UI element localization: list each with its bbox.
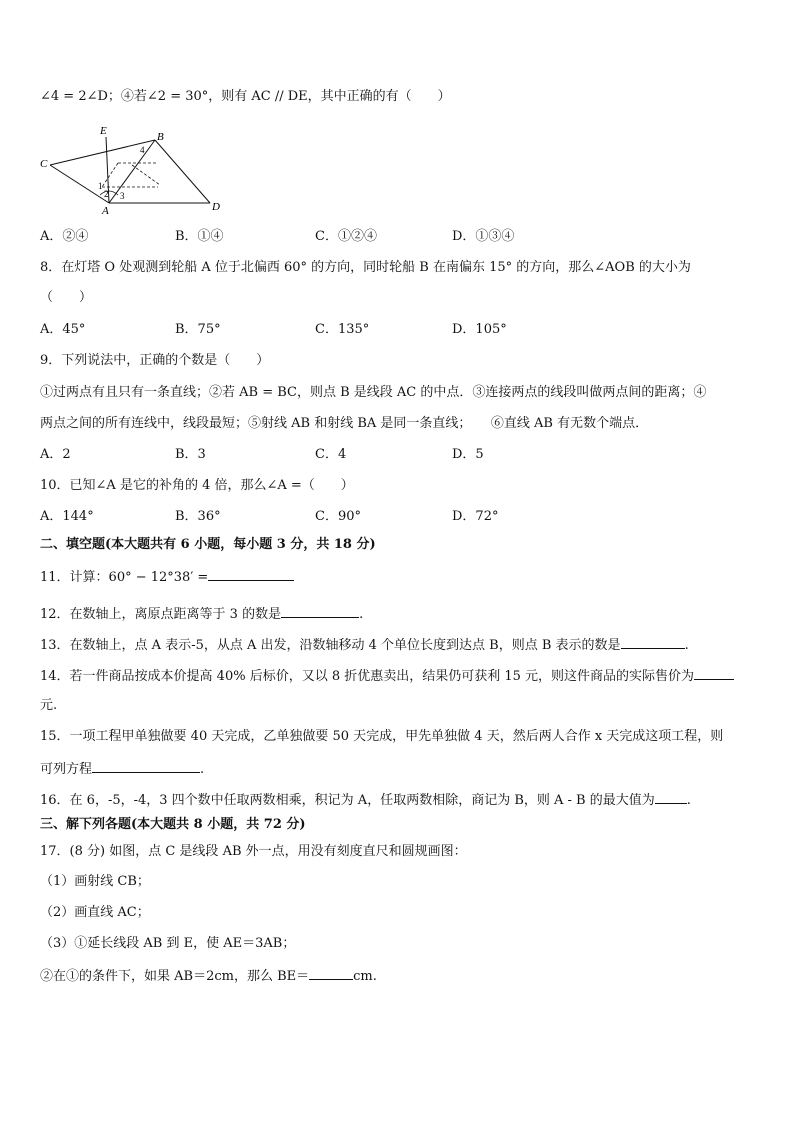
section-3-heading: 三、解下列各题(本大题共 8 小题，共 72 分)	[40, 817, 306, 832]
q14-text: 14．若一件商品按成本价提高 40% 后标价，又以 8 折优惠卖出，结果仍可获利 15 元，则这件商品的实际售价为	[40, 669, 695, 684]
q12-answer-blank[interactable]	[281, 604, 359, 618]
q17-part-1: （1）画射线 CB；	[40, 874, 150, 889]
q10-option-d[interactable]: D．72°	[452, 509, 499, 524]
q9-option-c[interactable]: C．4	[315, 447, 347, 462]
q8-option-c[interactable]: C．135°	[315, 322, 370, 337]
q8-paren: （ ）	[40, 290, 93, 305]
q16-end: .	[686, 793, 691, 808]
q7-option-b[interactable]: B．①④	[175, 229, 224, 244]
q13-answer-blank[interactable]	[621, 635, 685, 649]
q13-text: 13．在数轴上，点 A 表示-5，从点 A 出发，沿数轴移动 4 个单位长度到达点 B，则点 B 表示的数是	[40, 638, 621, 653]
q7-option-d[interactable]: D．①③④	[452, 229, 515, 244]
q8-option-a[interactable]: A．45°	[40, 322, 86, 337]
fig-label-C: C	[40, 158, 48, 170]
q10-stem: 10．已知∠A 是它的补角的 4 倍，那么∠A =（ ）	[40, 478, 354, 493]
q8-option-b[interactable]: B．75°	[175, 322, 221, 337]
q13-stem	[40, 635, 689, 655]
fig-label-2: 2	[104, 189, 109, 199]
q7-statement-tail: ∠4 = 2∠D；④若∠2 = 30°，则有 AC // DE，其中正确的有（ ）	[40, 89, 451, 104]
q12-text: 12．在数轴上，离原点距离等于 3 的数是	[40, 607, 282, 622]
q10-option-a[interactable]: A．144°	[40, 509, 94, 524]
q12-end: .	[359, 607, 364, 622]
q10-option-c[interactable]: C．90°	[315, 509, 361, 524]
q10-option-b[interactable]: B．36°	[175, 509, 221, 524]
q16-text: 16．在 6，-5，-4，3 四个数中任取两数相乘，积记为 A，任取两数相除，商记为 B，则 A - B 的最大值为	[40, 793, 655, 808]
q9-option-a[interactable]: A．2	[40, 447, 71, 462]
q7-option-a[interactable]: A．②④	[40, 229, 89, 244]
q7-options	[40, 228, 760, 246]
q17-part-4-text: ②在①的条件下，如果 AB＝2cm，那么 BE＝	[40, 969, 310, 984]
q17-stem: 17．(8 分) 如图，点 C 是线段 AB 外一点，用没有刻度直尺和圆规画图：	[40, 844, 467, 859]
q9-stem: 9．下列说法中，正确的个数是（ ）	[40, 353, 270, 368]
q15-line-2-text: 可列方程	[40, 762, 93, 777]
q9-options	[40, 446, 760, 464]
q14-stem	[40, 666, 734, 686]
q9-statement-line-1: ①过两点有且只有一条直线；②若 AB = BC，则点 B 是线段 AC 的中点．③连接两点的线段叫做两点间的距离；④	[40, 385, 707, 400]
q17-part-3: （3）①延长线段 AB 到 E，使 AE＝3AB；	[40, 936, 296, 951]
q15-line-2	[40, 759, 204, 779]
fig-label-1: 1	[98, 181, 103, 191]
q15-answer-blank[interactable]	[92, 759, 200, 773]
q11-answer-blank[interactable]	[208, 567, 294, 581]
q15-stem: 15．一项工程甲单独做要 40 天完成，乙单独做要 50 天完成，甲先单独做 4 天，然后两人合作 x 天完成这项工程，则	[40, 729, 724, 744]
q9-option-d[interactable]: D．5	[452, 447, 484, 462]
q13-end: .	[684, 638, 689, 653]
q8-options	[40, 321, 760, 339]
q17-answer-blank[interactable]	[309, 966, 353, 980]
fig-label-4: 4	[140, 145, 145, 155]
q16-stem	[40, 790, 691, 810]
q10-options	[40, 508, 760, 526]
q15-end: .	[200, 762, 205, 777]
q11-text: 11．计算：60° − 12°38′ =	[40, 570, 209, 585]
q14-line-2: 元.	[40, 698, 58, 713]
q14-answer-blank[interactable]	[694, 666, 734, 680]
q8-option-d[interactable]: D．105°	[452, 322, 507, 337]
q12-stem	[40, 604, 363, 624]
q17-part-4	[40, 966, 377, 986]
q7-geometry-figure	[40, 125, 230, 215]
q9-statement-line-2: 两点之间的所有连线中，线段最短；⑤射线 AB 和射线 BA 是同一条直线； ⑥直线 AB 有无数个端点．	[40, 416, 649, 431]
q7-option-c[interactable]: C．①②④	[315, 229, 377, 244]
fig-label-E: E	[100, 125, 107, 137]
fig-label-D: D	[212, 201, 220, 213]
section-2-heading: 二、填空题(本大题共有 6 小题，每小题 3 分，共 18 分)	[40, 537, 376, 552]
q16-answer-blank[interactable]	[655, 790, 687, 804]
fig-label-B: B	[157, 131, 164, 143]
fig-label-3: 3	[120, 191, 125, 201]
q17-part-4-unit: cm.	[353, 969, 377, 984]
q11-stem	[40, 567, 294, 587]
q8-stem: 8．在灯塔 O 处观测到轮船 A 位于北偏西 60° 的方向，同时轮船 B 在南偏东 15° 的方向，那么∠AOB 的大小为	[40, 260, 691, 275]
fig-label-A: A	[102, 205, 109, 215]
q17-part-2: （2）画直线 AC；	[40, 905, 150, 920]
q9-option-b[interactable]: B．3	[175, 447, 206, 462]
